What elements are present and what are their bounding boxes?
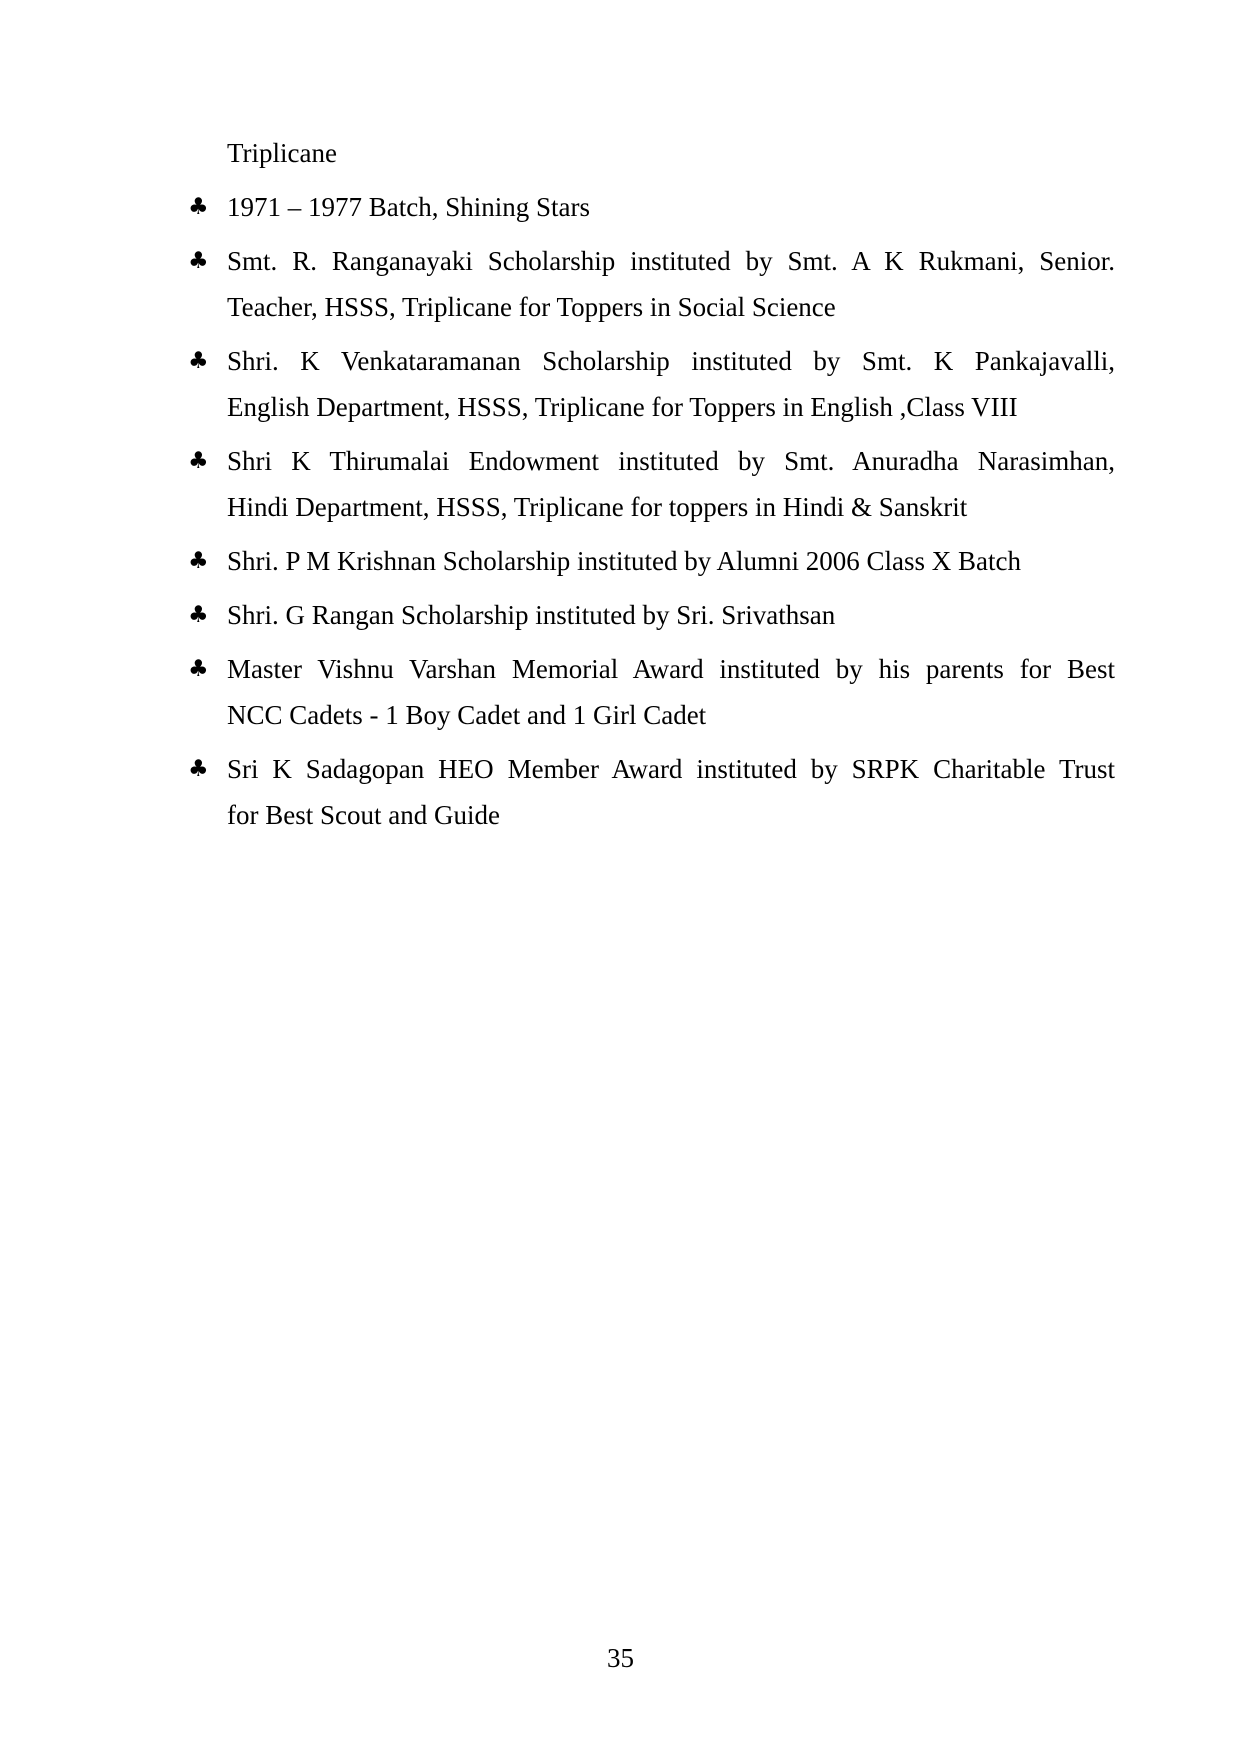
award-list-item <box>188 338 1115 430</box>
award-text-line: English Department, HSSS, Triplicane for Toppers in English ,Class VIII <box>227 392 1018 422</box>
club-bullet-icon: ♣ <box>188 448 209 474</box>
club-bullet-icon: ♣ <box>188 248 209 274</box>
club-bullet-icon: ♣ <box>188 348 209 374</box>
award-list-item <box>188 746 1115 838</box>
club-bullet-icon: ♣ <box>188 194 209 220</box>
club-bullet-icon: ♣ <box>188 602 209 628</box>
award-text-line: 1971 – 1977 Batch, Shining Stars <box>227 192 590 222</box>
award-text-line: Hindi Department, HSSS, Triplicane for toppers in Hindi & Sanskrit <box>227 492 968 522</box>
award-text-line: Teacher, HSSS, Triplicane for Toppers in Social Science <box>227 292 836 322</box>
club-bullet-icon: ♣ <box>188 756 209 782</box>
award-text-line: Shri. K Venkataramanan Scholarship instituted by Smt. K Pankajavalli, <box>227 346 1115 376</box>
award-text-line: Shri. G Rangan Scholarship instituted by Sri. Srivathsan <box>227 600 836 630</box>
award-list-item <box>188 592 1115 638</box>
award-text-line: for Best Scout and Guide <box>227 800 500 830</box>
club-bullet-icon: ♣ <box>188 548 209 574</box>
award-text-line: Master Vishnu Varshan Memorial Award instituted by his parents for Best <box>227 654 1115 684</box>
page-number: 35 <box>607 1643 634 1673</box>
award-text-line: NCC Cadets - 1 Boy Cadet and 1 Girl Cadet <box>227 700 707 730</box>
bullet-list-section <box>188 130 1115 838</box>
award-text-line: Sri K Sadagopan HEO Member Award instituted by SRPK Charitable Trust <box>227 754 1115 784</box>
club-bullet-icon: ♣ <box>188 656 209 682</box>
award-list-item <box>188 646 1115 738</box>
continuation-line: Triplicane <box>227 138 337 168</box>
award-list-item <box>188 538 1115 584</box>
award-list-item <box>188 238 1115 330</box>
award-text-line: Smt. R. Ranganayaki Scholarship instituted by Smt. A K Rukmani, Senior. <box>227 246 1115 276</box>
award-list-item <box>188 438 1115 530</box>
awards-list <box>188 184 1115 838</box>
award-text-line: Shri. P M Krishnan Scholarship instituted by Alumni 2006 Class X Batch <box>227 546 1021 576</box>
award-list-item <box>188 184 1115 230</box>
award-text-line: Shri K Thirumalai Endowment instituted by Smt. Anuradha Narasimhan, <box>227 446 1115 476</box>
